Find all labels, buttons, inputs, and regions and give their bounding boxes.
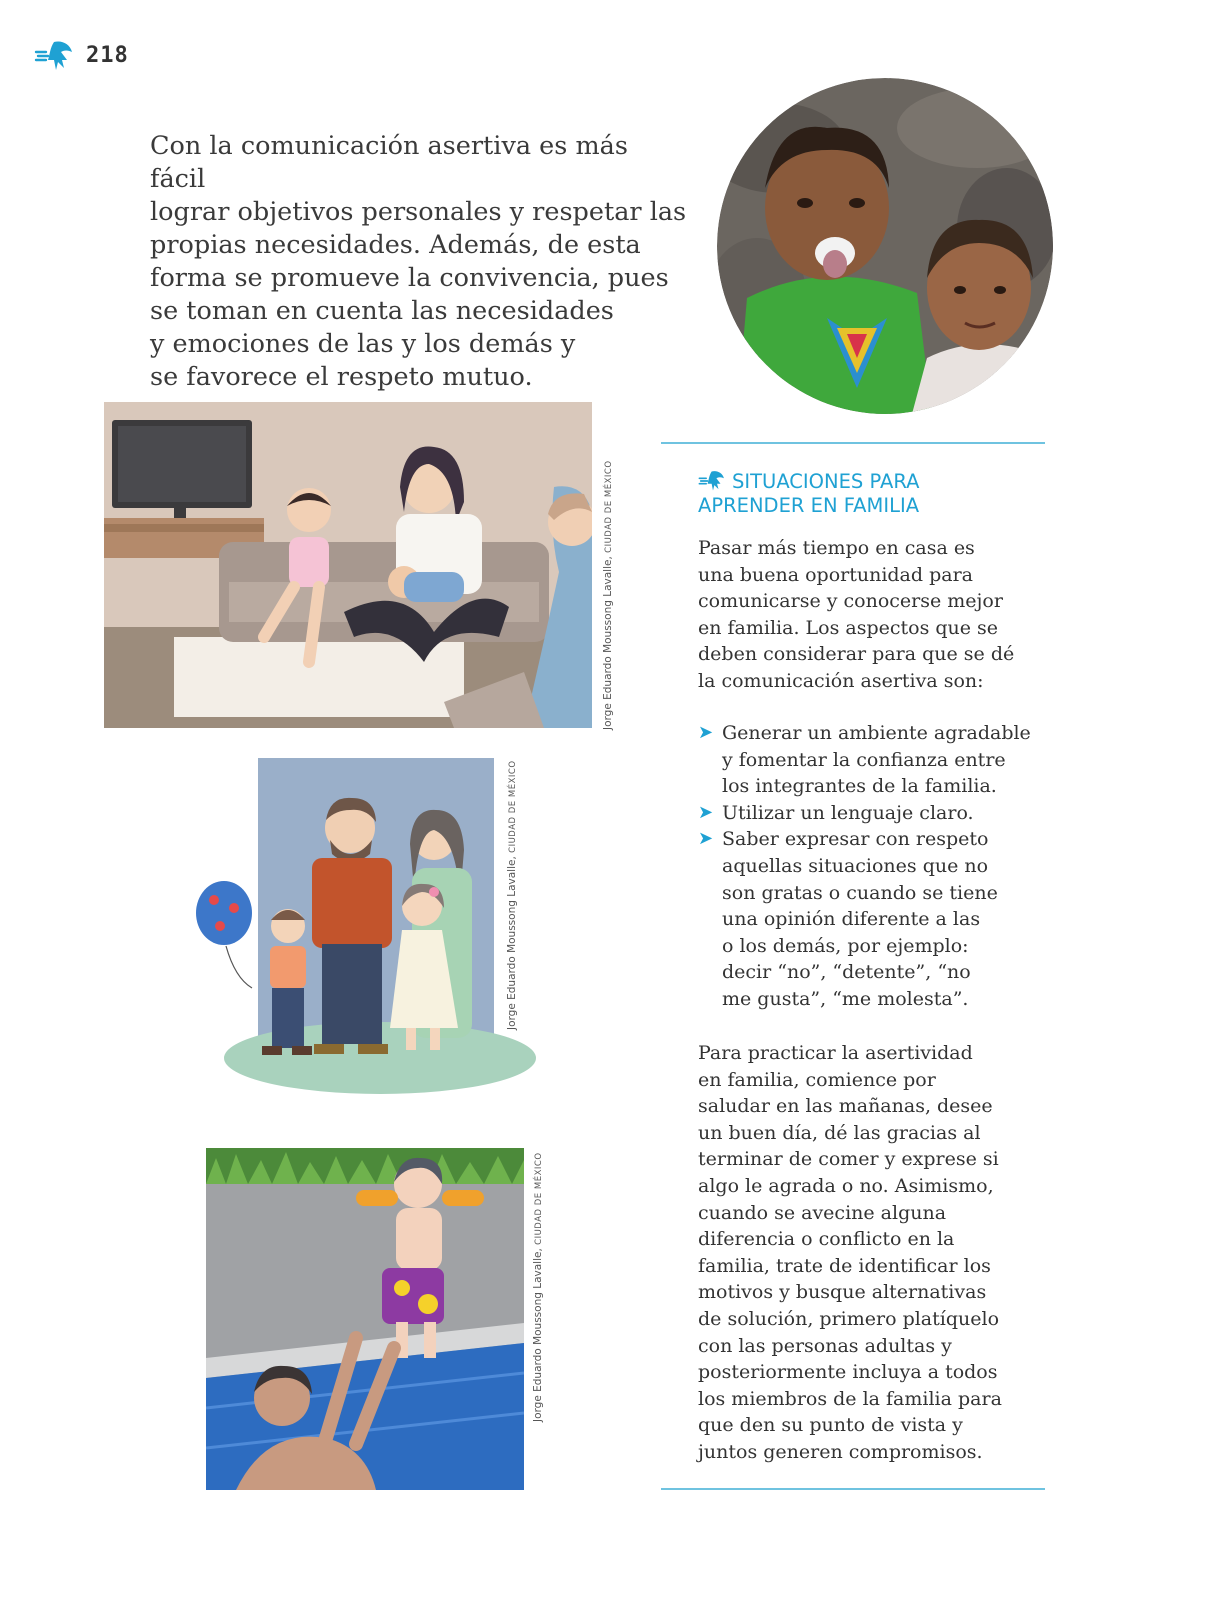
text-line: motivos y busque alternativas <box>698 1281 987 1304</box>
intro-line: propias necesidades. Además, de esta <box>150 230 641 260</box>
text-line: terminar de comer y exprese si <box>698 1148 999 1171</box>
text-line: Utilizar un lenguaje claro. <box>722 801 974 824</box>
intro-line: se favorece el respeto mutuo. <box>150 362 533 392</box>
text-line: saludar en las mañanas, desee <box>698 1095 993 1118</box>
chevron-right-icon: ➤ <box>698 722 714 743</box>
text-line: diferencia o conflicto en la <box>698 1228 955 1251</box>
list-item <box>698 720 1048 800</box>
text-line: los miembros de la familia para <box>698 1387 1002 1410</box>
intro-line: Con la comunicación asertiva es más fácil <box>150 131 628 194</box>
text-line: Saber expresar con respeto <box>722 828 989 851</box>
text-line: con las personas adultas y <box>698 1334 952 1357</box>
sidebar-paragraph-2 <box>698 1040 1048 1466</box>
intro-line: forma se promueve la convivencia, pues <box>150 263 669 293</box>
text-line: la comunicación asertiva son: <box>698 669 984 692</box>
sidebar-paragraph-1 <box>698 535 1048 695</box>
sidebar-bottom-rule <box>661 1488 1045 1490</box>
text-line: una opinión diferente a las <box>722 908 981 931</box>
text-line: deben considerar para que se dé <box>698 643 1015 666</box>
intro-line: se toman en cuenta las necesidades <box>150 296 614 326</box>
text-line: en familia, comience por <box>698 1068 936 1091</box>
intro-line: lograr objetivos personales y respetar las <box>150 197 687 227</box>
intro-paragraph <box>150 130 690 394</box>
credit-place: CIUDAD DE MÉXICO <box>508 760 518 853</box>
text-line: me gusta”, “me molesta”. <box>722 987 969 1010</box>
text-line: una buena oportunidad para <box>698 563 973 586</box>
page-number: 218 <box>86 43 129 68</box>
text-line: Pasar más tiempo en casa es <box>698 537 975 559</box>
family-standing-illustration <box>190 758 540 1098</box>
sidebar-title-line: APRENDER EN FAMILIA <box>698 494 920 517</box>
intro-line: y emociones de las y los demás y <box>150 329 576 359</box>
credit-name: Jorge Eduardo Moussong Lavalle, <box>506 856 518 1030</box>
sidebar-title <box>698 470 1048 518</box>
text-line: en familia. Los aspectos que se <box>698 616 999 639</box>
text-line: Para practicar la asertividad <box>698 1042 973 1064</box>
sidebar-title-line: SITUACIONES PARA <box>732 470 920 493</box>
text-line: o los demás, por ejemplo: <box>722 934 969 957</box>
sidebar-bullet-list <box>698 720 1048 1013</box>
text-line: cuando se avecine alguna <box>698 1201 947 1224</box>
text-line: algo le agrada o no. Asimismo, <box>698 1174 994 1197</box>
text-line: decir “no”, “detente”, “no <box>722 961 971 984</box>
text-line: un buen día, dé las gracias al <box>698 1121 981 1144</box>
text-line: Generar un ambiente agradable <box>722 722 1031 744</box>
credit-name: Jorge Eduardo Moussong Lavalle, <box>602 556 614 730</box>
text-line: y fomentar la confianza entre <box>722 748 1006 771</box>
illustration-credit <box>532 1152 544 1422</box>
text-line: comunicarse y conocerse mejor <box>698 590 1003 613</box>
credit-name: Jorge Eduardo Moussong Lavalle, <box>532 1248 544 1422</box>
sidebar-top-rule <box>661 442 1045 444</box>
text-line: juntos generen compromisos. <box>698 1440 983 1463</box>
living-room-illustration <box>104 402 592 728</box>
children-photo <box>717 78 1053 414</box>
text-line: que den su punto de vista y <box>698 1414 963 1437</box>
list-item <box>698 800 1048 827</box>
text-line: posteriormente incluya a todos <box>698 1361 998 1384</box>
illustration-credit <box>602 460 614 730</box>
chevron-right-icon: ➤ <box>698 801 714 823</box>
credit-place: CIUDAD DE MÉXICO <box>534 1152 544 1245</box>
bird-hand-logo-icon <box>34 38 78 74</box>
illustration-credit <box>506 760 518 1030</box>
text-line: son gratas o cuando se tiene <box>722 881 998 904</box>
text-line: los integrantes de la familia. <box>722 775 997 798</box>
text-line: aquellas situaciones que no <box>722 854 989 877</box>
text-line: de solución, primero platíquelo <box>698 1307 1000 1330</box>
pool-illustration <box>206 1148 524 1490</box>
text-line: familia, trate de identificar los <box>698 1254 991 1277</box>
credit-place: CIUDAD DE MÉXICO <box>604 460 614 553</box>
chevron-right-icon: ➤ <box>698 828 714 850</box>
list-item <box>698 826 1048 1012</box>
